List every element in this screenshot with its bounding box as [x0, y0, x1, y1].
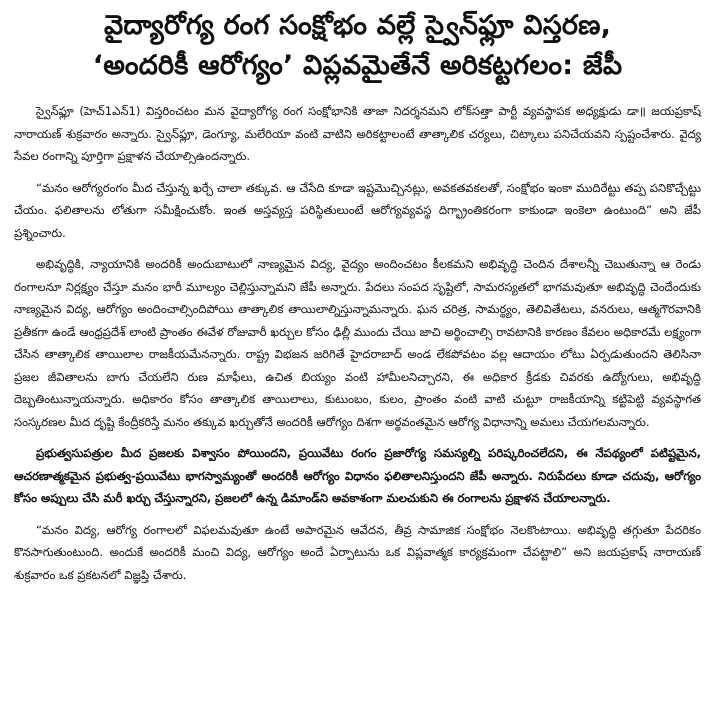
paragraph-4: ప్రభుత్వసుపత్రుల మీద ప్రజలకు విశ్వాసం పోయిందని, ప్రయివేటు రంగం ప్రజారోగ్య సమస్యల్ని పరిష్కరించలేదని, ఈ నేపథ్యంలో పటిష్టమైన, ఆచరణాత్మకమైన ప్రభుత్వ-ప్రయివేటు భాగస్వామ్యంతో అందరికీ ఆరోగ్యం విధానం ఫలితాలనిస్తుందని జేపీ అన్నారు. నిరుపేదలు కూడా చదువు, ఆరోగ్యం కోసం అప్పులు చేసి మరీ ఖర్చు చేస్తున్నారని, ప్రజలలో ఉన్న డిమాండ్‌ని అవకాశంగా మలచుకుని ఈ రంగాలను ప్రక్షాళన చేయాలన్నారు. [14, 446, 701, 505]
paragraph-1: స్వైన్‌ఫ్లూ (హెచ్1ఎన్1) విస్తరించటం మన వైద్యారోగ్య రంగ సంక్షోభానికి తాజా నిదర్శనమని లోక్‌సత్తా పార్టీ వ్యవస్థాపక అధ్యక్షుడు డా॥ జయప్రకాష్ నారాయణ్ శుక్రవారం అన్నారు. స్వైన్‌ఫ్లూ, డెంగ్యూ, మలేరియా వంటి వాటిని అరికట్టాలంటే తాత్కాలిక చర్యలు, చిట్కాలు పనిచేయవని స్పష్టంచేశారు. వైద్య సేవల రంగాన్ని పూర్తిగా ప్రక్షాళన చేయాల్సిఉందన్నారు. [14, 104, 701, 163]
headline [14, 6, 701, 86]
headline-line-1: వైద్యారోగ్య రంగ సంక్షోభం వల్లే స్వైన్‌ఫ్లూ విస్తరణ, [103, 10, 612, 41]
article-body [14, 100, 701, 586]
paragraph-3: అభివృద్ధికి, న్యాయానికి అందరికీ అందుబాటులో నాణ్యమైన విద్య, వైద్యం అందించటం కీలకమని అభివృద్ధి చెందిన దేశాలన్నీ చెబుతున్నా ఆ రెండు రంగాలనూ నిర్లక్ష్యం చేస్తూ మనం భారీ మూల్యం చెల్లిస్తున్నామని జేపీ అన్నారు. పేదలు సంపద సృష్టిలో, సామరస్యతలో భాగమవుతూ అభివృద్ధి చెందేందుకు నాణ్యమైన విద్య, ఆరోగ్యం అందించాల్సిందిపోయి తాత్కాలిక తాయిలాల్నిస్తున్నామన్నారు. ఘన చరిత్ర, సామర్థ్యం, తెలివితేటలు, వనరులు, ఆత్మగౌరవానికి ప్రతీకగా ఉండే ఆంధ్రప్రదేశ్ లాంటి ప్రాంతం ఈవేళ రోజువారీ ఖర్చుల కోసం ఢిల్లీ ముందు చేయి జాచి అర్థించాల్సి రావటానికి కారణం కేవలం అధికారమే లక్ష్యంగా చేసిన తాత్కాలిక తాయిలాల రాజకీయమేనన్నారు. రాష్ట్ర విభజన జరిగితే హైదరాబాద్ అండ లేకపోవటం వల్ల ఆదాయం లోటు ఏర్పడుతుందని తెలిసినా ప్రజల జీవితాలను బాగు చేయలేని రుణ మాఫీలు, ఉచిత బియ్యం వంటి హామీలనిచ్చారని, ఈ అధికార క్రీడకు చివరకు ఉద్యోగులు, అభివృద్ధి దెబ్బతింటున్నాయన్నారు. అధికారం కోసం తాత్కాలిక తాయిలాలు, కుటుంబం, కులం, ప్రాంతం వంటి వాటి చుట్టూ రాజకీయాన్ని కట్టిపెట్టి వ్యవస్థాగత సంస్కరణల మీద దృష్టి కేంద్రీకరిస్తే మనం తక్కువ ఖర్చుతోనే అందరికీ ఆరోగ్యం దిశగా అర్థవంతమైన ఆరోగ్య విధానాన్ని అమలు చేయగలమన్నారు. [14, 257, 701, 429]
headline-line-2: ‘అందరికీ ఆరోగ్యం’ విప్లవమైతేనే అరికట్టగలం: జేపీ [92, 50, 623, 81]
paragraph-2-quote: “మనం ఆరోగ్యరంగం మీద చేస్తున్న ఖర్చే చాలా తక్కువ. ఆ చేసేది కూడా ఇష్టమొచ్చినట్లు, అవకతవకలతో, సంక్షోభం ఇంకా ముదిరేట్టు తప్ప పనికొచ్చేట్టు చేయం. ఫలితాలను లోతుగా సమీక్షించుకోం. ఇంత అస్తవ్యస్త పరిస్థితులుంటే ఆరోగ్యవ్యవస్థ దిగ్భ్రాంతికరంగా కాకుండా ఇంకెలా ఉంటుంది” అని జేపీ ప్రశ్నించారు. [14, 180, 701, 240]
paragraph-5-quote: “మనం విద్య, ఆరోగ్య రంగాలలో విఫలమవుతూ ఉంటే అపారమైన ఆవేదన, తీవ్ర సామాజిక సంక్షోభం నెలకొంటాయి. అభివృద్ధి తగ్గుతూ పేదరికం కొనసాగుతుంటుంది. అందుకే అందరికీ మంచి విద్య, ఆరోగ్యం అందే ఏర్పాటును ఒక విప్లవాత్మక కార్యక్రమంగా చేపట్టాలి” అని జయప్రకాష్ నారాయణ్ శుక్రవారం ఒక ప్రకటనలో విజ్ఞప్తి చేశారు. [14, 522, 701, 582]
